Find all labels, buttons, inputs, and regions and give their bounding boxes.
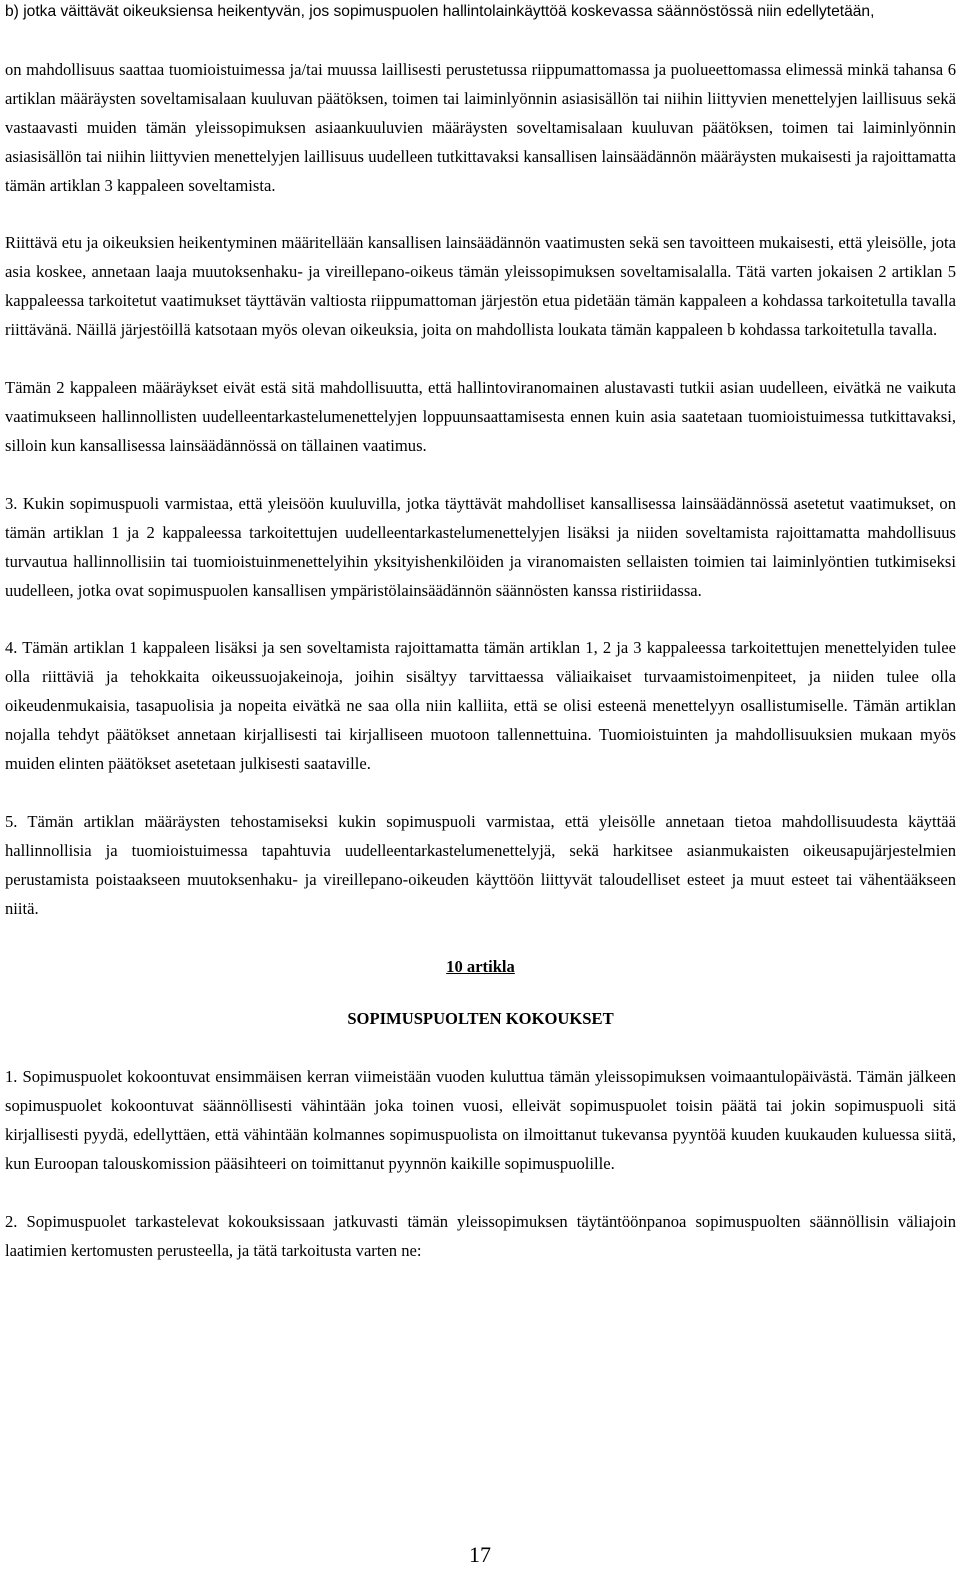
paragraph-2-provisions: Tämän 2 kappaleen määräykset eivät estä sitä mahdollisuutta, että hallintoviranomainen alustavasti tutkii asian uudelleen, eivätkä ne vaikuta vaatimukseen hallinnollisten uudelleentarkastelumenettelyjen loppuunsaattamisesta ennen kuin asia saatetaan tuomioistuimessa tutkittavaksi, silloin kun kansallisessa lainsäädännössä on tällainen vaatimus. xyxy=(5,378,956,455)
paragraph-sufficient-interest: Riittävä etu ja oikeuksien heikentyminen määritellään kansallisen lainsäädännön vaatimusten sekä sen tavoitteen mukaisesti, että yleisölle, jota asia koskee, annetaan laaja muutoksenhaku- ja vireillepano-oikeus tämän yleissopimuksen soveltamisalalla. Tätä varten jokaisen 2 artiklan 5 kappaleessa tarkoitetut vaatimukset täyttävän valtiosta riippumattoman järjestön etua pidetään tämän kappaleen a kohdassa tarkoitetulla tavalla riittävänä. Näillä järjestöillä katsotaan myös olevan oikeuksia, joita on mahdollista loukata tämän kappaleen b kohdassa tarkoitetulla tavalla. xyxy=(5,233,956,340)
paragraph-3: 3. Kukin sopimuspuoli varmistaa, että yleisöön kuuluvilla, jotka täyttävät mahdolliset kansallisessa lainsäädännössä asetetut vaatimukset, on tämän artiklan 1 ja 2 kappaleessa tarkoitettujen uudelleentarkastelumenettelyjen lisäksi ja niiden soveltamista rajoittamatta mahdollisuus turvautua hallinnollisiin tai tuomioistuinmenettelyihin yksityishenkilöiden ja viranomaisten sellaisten toimien tai laiminlyöntien tutkimiseksi uudelleen, jotka ovat sopimuspuolen kansallisen ympäristölainsäädännön säännösten kanssa ristiriidassa. xyxy=(5,493,956,600)
article-paragraph-2: 2. Sopimuspuolet tarkastelevat kokouksissaan jatkuvasti tämän yleissopimuksen täytäntöönpanoa sopimuspuolten säännöllisin väliajoin laatimien kertomusten perusteella, ja tätä tarkoitusta varten ne: xyxy=(5,1212,956,1260)
article-heading: 10 artikla xyxy=(446,956,515,976)
article-title: SOPIMUSPUOLTEN KOKOUKSET xyxy=(347,1009,614,1029)
paragraph-review-right: on mahdollisuus saattaa tuomioistuimessa ja/tai muussa laillisesti perustetussa riippumattomassa ja puolueettomassa elimessä minkä tahansa 6 artiklan määräysten soveltamisalaan kuuluvan päätöksen, toimen tai laiminlyönnin asiasisällön tai niihin liittyvien menettelyjen laillisuus sekä vastaavasti muiden tämän yleissopimuksen asiaankuuluvien määräysten soveltamisalaan kuuluvan päätöksen, toimen tai laiminlyönnin asiasisällön tai niihin liittyvien menettelyjen laillisuus uudelleen tutkittavaksi kansallisen lainsäädännön määräysten mukaisesti ja rajoittamatta tämän artiklan 3 kappaleen soveltamista. xyxy=(5,59,956,195)
article-paragraph-1: 1. Sopimuspuolet kokoontuvat ensimmäisen kerran viimeistään vuoden kuluttua tämän yleissopimuksen voimaantulopäivästä. Tämän jälkeen sopimuspuolet kokoontuvat säännöllisesti vähintään joka toinen vuosi, elleivät sopimuspuolet toisin päätä tai jokin sopimuspuoli sitä kirjallisesti pyydä, edellyttäen, että vähintään kolmannes sopimuspuolista on ilmoittanut tukevansa pyyntöä kuuden kuukauden kuluessa siitä, kun Euroopan talouskomission pääsihteeri on toimittanut pyynnön kaikille sopimuspuolille. xyxy=(5,1067,956,1174)
paragraph-4: 4. Tämän artiklan 1 kappaleen lisäksi ja sen soveltamista rajoittamatta tämän artiklan 1, 2 ja 3 kappaleessa tarkoitettujen menettelyiden tulee olla riittäviä ja tehokkaita oikeussuojakeinoja, joihin sisältyy tarvittaessa väliaikaiset turvaamistoimenpiteet, ja niiden tulee olla oikeudenmukaisia, tasapuolisia ja nopeita eivätkä ne saa olla niin kalliita, että se olisi esteenä menettelyyn osallistumiselle. Tämän artiklan nojalla tehdyt päätökset annetaan kirjallisesti tai kirjalliseen muotoon tallennettuina. Tuomioistuinten ja mahdollisuuksien mukaan myös muiden elinten päätökset asetetaan julkisesti saataville. xyxy=(5,638,956,774)
page-number: 17 xyxy=(469,1542,491,1567)
paragraph-b-item: b) jotka väittävät oikeuksiensa heikentyvän, jos sopimuspuolen hallintolainkäyttöä koskevassa säännöstössä niin edellytetään, xyxy=(5,3,875,20)
paragraph-5: 5. Tämän artiklan määräysten tehostamiseksi kukin sopimuspuoli varmistaa, että yleisölle annetaan tietoa mahdollisuudesta käyttää hallinnollisia ja tuomioistuimessa tapahtuvia uudelleentarkastelumenettelyjä, sekä harkitsee asianmukaisten oikeusapujärjestelmien perustamista poistaakseen muutoksenhaku- ja vireillepano-oikeuden käyttöön liittyvät taloudelliset esteet ja muut esteet tai vähentääkseen niitä. xyxy=(5,811,956,918)
